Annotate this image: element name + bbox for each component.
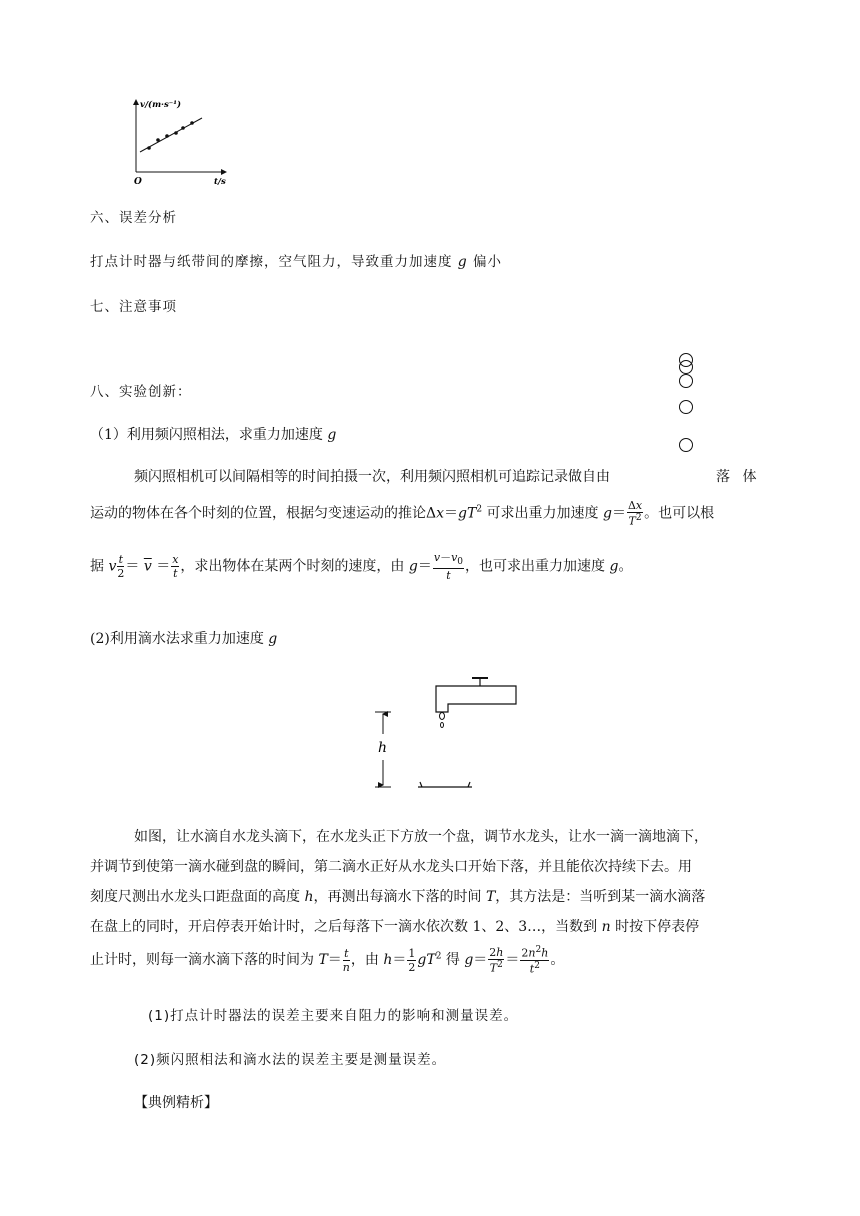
note1: (1)打点计时器法的误差主要来自阻力的影响和测量误差。	[148, 1008, 519, 1024]
faucet-diagram	[370, 672, 530, 794]
faucet-body	[436, 686, 516, 712]
p1-fall: 落 体	[716, 469, 761, 485]
sub1-title: （1）利用频闪照相法，求重力加速度 g	[90, 427, 337, 443]
data-point	[190, 121, 194, 125]
p2-line2: 并调节到使第一滴水碰到盘的瞬间，第二滴水正好从水龙头口开始下落，并且能依次持续下去。用	[90, 859, 692, 875]
section7-heading: 七、注意事项	[90, 299, 177, 315]
water-drop	[441, 723, 444, 728]
y-axis-label: v/(m·s⁻¹)	[140, 100, 182, 110]
p1-line3: 据 v $\frac{t}{2}$ ＝ $\overline{v}$ ＝ $\frac{x}{t}$ ，求出物体在某两个时刻的速度，由 g＝ $\frac{v-v_0}{t}$ ，也可求出重力加速度 g。	[90, 551, 633, 583]
strobe-photo-drops	[674, 350, 698, 454]
data-point	[147, 146, 151, 150]
water-drop	[440, 713, 445, 720]
plate	[418, 782, 472, 787]
vt-graph	[128, 96, 238, 188]
p1-line1: 频闪照相机可以间隔相等的时间拍摄一次，利用频闪照相机可追踪记录做自由	[134, 469, 610, 485]
data-point	[174, 131, 178, 135]
section8-heading: 八、实验创新：	[90, 384, 192, 400]
p2-line4: 在盘上的同时，开启停表开始计时，之后每落下一滴水依次数 1、2、3…，当数到 n 时按下停表停	[90, 919, 700, 935]
section6-text: 打点计时器与纸带间的摩擦，空气阻力，导致重力加速度 g 偏小	[90, 254, 503, 270]
p2-line3: 刻度尺测出水龙头口距盘面的高度 h，再测出每滴水下落的时间 T，其方法是：当听到某一滴水滴落	[90, 889, 706, 905]
section6-heading: 六、误差分析	[90, 210, 177, 226]
p1-line2: 运动的物体在各个时刻的位置，根据匀变速运动的推论$\Delta x=gT^2$ 可求出重力加速度 g＝ $\frac{\Delta x}{T^2}$ 。也可以根	[90, 499, 715, 528]
p2-line1: 如图，让水滴自水龙头滴下，在水龙头正下方放一个盘，调节水龙头，让水一滴一滴地滴下，	[134, 829, 708, 845]
height-label: h	[378, 740, 388, 756]
p2-line5: 止计时，则每一滴水滴下落的时间为 T＝ $\frac{t}{n}$ ，由 h＝ $\frac{1}{2}$ $gT^2$ 得 g＝ $\frac{2h}{T^2}$ ＝ $\frac{2n^2h}{t^2}$ 。	[90, 945, 565, 976]
examples-heading: 【典例精析】	[134, 1095, 218, 1111]
origin-label: O	[134, 177, 142, 187]
note2: (2)频闪照相法和滴水法的误差主要是测量误差。	[134, 1052, 447, 1068]
data-point	[165, 134, 169, 138]
x-axis-label: t/s	[214, 177, 226, 187]
data-point	[156, 138, 160, 142]
data-point	[181, 126, 185, 130]
sub2-title: (2)利用滴水法求重力加速度 g	[90, 631, 278, 647]
